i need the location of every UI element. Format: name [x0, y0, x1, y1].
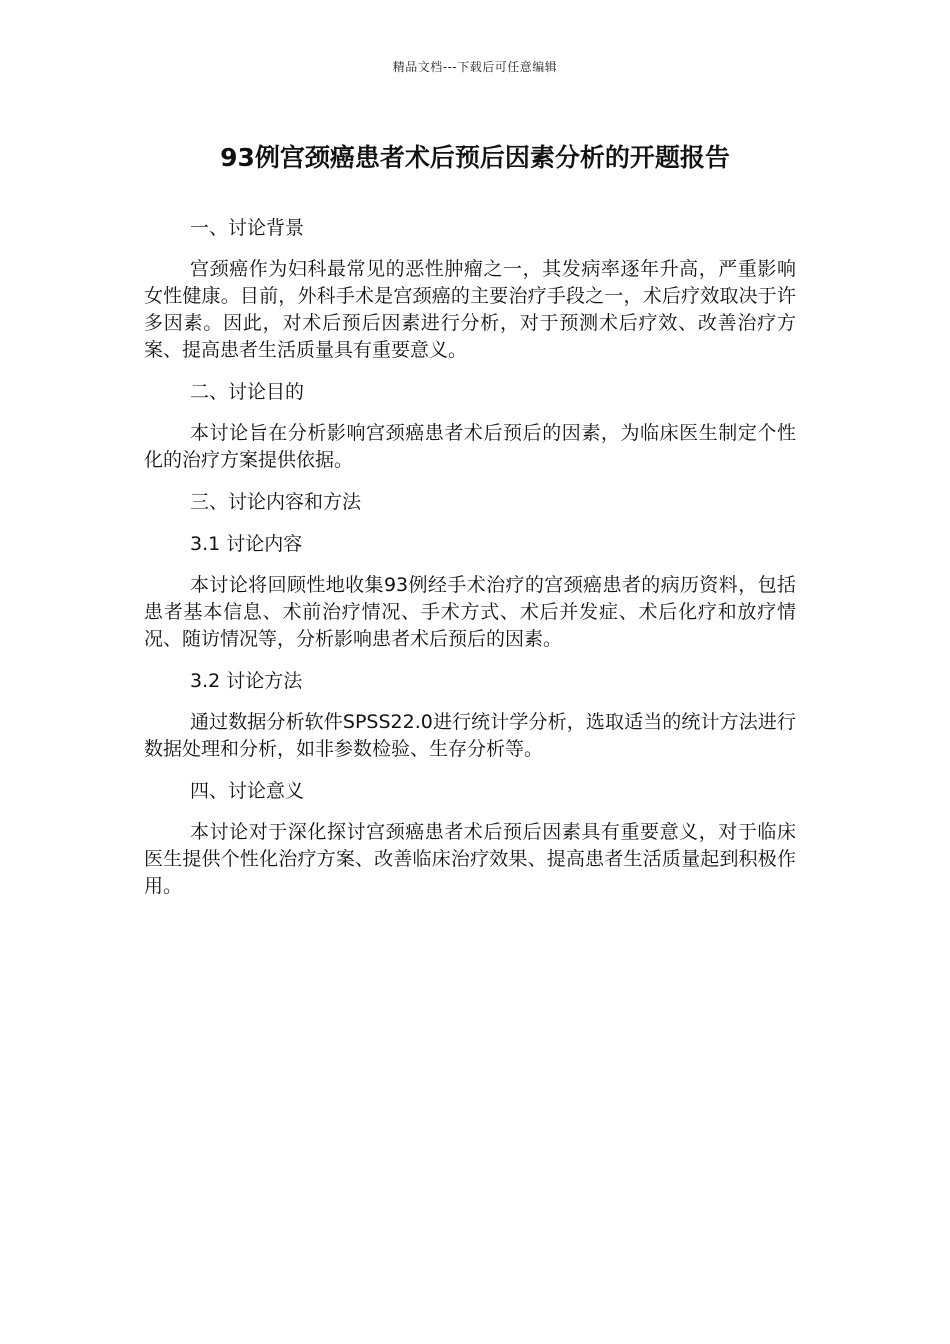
page-header: 精品文档---下载后可任意编辑	[392, 60, 558, 74]
paragraph-background: 宫颈癌作为妇科最常见的恶性肿瘤之一，其发病率逐年升高，严重影响女性健康。目前，外科手术是宫颈癌的主要治疗手段之一，术后疗效取决于许多因素。因此，对术后预后因素进行分析，对于预测术后疗效、改善治疗方案、提高患者生活质量具有重要意义。	[144, 258, 796, 361]
subheading-method: 3.2 讨论方法	[190, 670, 303, 692]
section-heading-purpose: 二、讨论目的	[190, 381, 305, 403]
document-title: 93例宫颈癌患者术后预后因素分析的开题报告	[220, 143, 730, 172]
section-heading-content-method: 三、讨论内容和方法	[190, 491, 362, 513]
subheading-content: 3.1 讨论内容	[190, 533, 303, 555]
section-heading-significance: 四、讨论意义	[190, 780, 305, 802]
section-heading-background: 一、讨论背景	[190, 217, 305, 239]
paragraph-purpose: 本讨论旨在分析影响宫颈癌患者术后预后的因素，为临床医生制定个性化的治疗方案提供依据。	[144, 422, 796, 471]
paragraph-content: 本讨论将回顾性地收集93例经手术治疗的宫颈癌患者的病历资料，包括患者基本信息、术前治疗情况、手术方式、术后并发症、术后化疗和放疗情况、随访情况等，分析影响患者术后预后的因素。	[144, 574, 796, 650]
paragraph-method: 通过数据分析软件SPSS22.0进行统计学分析，选取适当的统计方法进行数据处理和分析，如非参数检验、生存分析等。	[144, 711, 796, 760]
paragraph-significance: 本讨论对于深化探讨宫颈癌患者术后预后因素具有重要意义，对于临床医生提供个性化治疗方案、改善临床治疗效果、提高患者生活质量起到积极作用。	[144, 821, 796, 897]
document-body	[144, 214, 796, 914]
